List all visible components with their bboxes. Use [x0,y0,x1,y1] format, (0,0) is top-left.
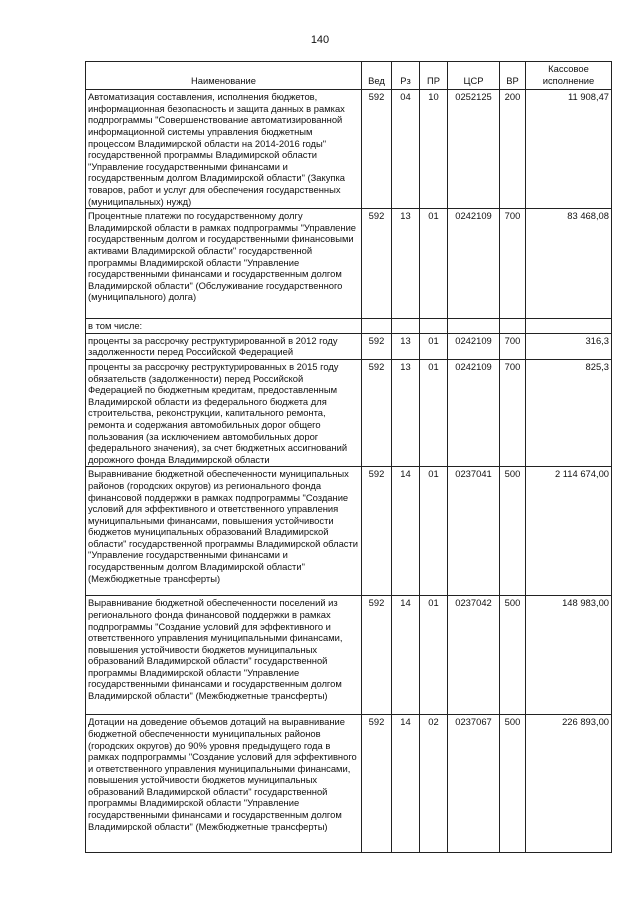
row-rz: 13 [392,209,420,319]
row-csr: 0237067 [448,715,500,853]
table-row [86,209,612,319]
row-amount: 83 468,08 [526,209,612,319]
row-csr: 0237042 [448,596,500,715]
row-rz: 13 [392,359,420,466]
row-name: в том числе: [86,319,362,334]
row-vr: 500 [500,596,526,715]
row-vr: 700 [500,333,526,359]
header-vr: ВР [500,62,526,90]
header-amount: Кассовое исполнение [526,62,612,90]
row-pr: 01 [420,209,448,319]
row-rz: 14 [392,715,420,853]
row-vr: 700 [500,209,526,319]
row-amount: 316,3 [526,333,612,359]
row-vr: 500 [500,715,526,853]
row-name: Выравнивание бюджетной обеспеченности поселений из регионального фонда финансовой поддержки в рамках подпрограммы "Создание условий для эффективного и ответственного управления муниципальными финансами, повышения устойчивости бюджетов муниципальных образований Владимирской области" государственной программы Владимирской области "Управление государственными финансами и государственным долгом Владимирской области" (Межбюджетные трансферты) [86,596,362,715]
row-ved [362,319,392,334]
row-amount: 226 893,00 [526,715,612,853]
table-row [86,715,612,853]
row-rz: 14 [392,467,420,596]
header-csr: ЦСР [448,62,500,90]
row-amount: 2 114 674,00 [526,467,612,596]
header-name: Наименование [86,62,362,90]
row-csr: 0242109 [448,209,500,319]
row-csr [448,319,500,334]
table-header-row [86,62,612,90]
table-row [86,359,612,466]
table-row [86,319,612,334]
row-pr: 01 [420,467,448,596]
table-row [86,90,612,209]
row-rz: 14 [392,596,420,715]
row-pr [420,319,448,334]
row-pr: 01 [420,596,448,715]
row-ved: 592 [362,359,392,466]
header-rz: Рз [392,62,420,90]
header-pr: ПР [420,62,448,90]
row-name: Автоматизация составления, исполнения бюджетов, информационная безопасность и защита данных в рамках подпрограммы "Совершенствование автоматизированной информационной системы управления бюджетным процессом Владимирской области на 2014-2016 годы" государственной программы Владимирской области "Управление государственными финансами и государственным долгом Владимирской области" (Закупка товаров, работ и услуг для обеспечения государственных (муниципальных) нужд) [86,90,362,209]
row-name: Процентные платежи по государственному долгу Владимирской области в рамках подпрограммы "Управление государственным долгом и государственными финансовыми активами Владимирской области" государственной программы Владимирской области "Управление государственными финансами и государственным долгом Владимирской области" (Обслуживание государственного (муниципального) долга) [86,209,362,319]
row-ved: 592 [362,333,392,359]
row-csr: 0237041 [448,467,500,596]
row-pr: 01 [420,333,448,359]
row-amount: 148 983,00 [526,596,612,715]
row-name: Выравнивание бюджетной обеспеченности муниципальных районов (городских округов) из регионального фонда финансовой поддержки в рамках подпрограммы "Создание условий для эффективного и ответственного управления муниципальными финансами, повышения устойчивости бюджетов муниципальных образований Владимирской области" государственной программы Владимирской области "Управление государственными финансами и государственным долгом Владимирской области" (Межбюджетные трансферты) [86,467,362,596]
row-ved: 592 [362,715,392,853]
row-name: Дотации на доведение объемов дотаций на выравнивание бюджетной обеспеченности муниципальных районов (городских округов) до 90% уровня предыдущего года в рамках подпрограммы "Создание условий для эффективного и ответственного управления муниципальными финансами, повышения устойчивости бюджетов муниципальных образований Владимирской области" государственной программы Владимирской области "Управление государственными финансами и государственным долгом Владимирской области" (Межбюджетные трансферты) [86,715,362,853]
row-rz: 13 [392,333,420,359]
row-rz [392,319,420,334]
row-csr: 0242109 [448,333,500,359]
row-amount: 825,3 [526,359,612,466]
row-amount [526,319,612,334]
row-amount: 11 908,47 [526,90,612,209]
row-ved: 592 [362,596,392,715]
row-name: проценты за рассрочку реструктурированных в 2015 году обязательств (задолженности) перед Российской Федерацией по бюджетным кредитам, предоставленным Владимирской области из федерального бюджета для строительства, реконструкции, капитального ремонта, ремонта и содержания автомобильных дорог общего пользования (за исключением автомобильных дорог федерального значения), за счет бюджетных ассигнований дорожного фонда Владимирской области [86,359,362,466]
table-row [86,596,612,715]
budget-table [85,61,612,853]
row-ved: 592 [362,467,392,596]
row-vr: 700 [500,359,526,466]
row-vr: 500 [500,467,526,596]
row-name: проценты за рассрочку реструктурированной в 2012 году задолженности перед Российской Федерацией [86,333,362,359]
row-csr: 0242109 [448,359,500,466]
row-pr: 01 [420,359,448,466]
row-csr: 0252125 [448,90,500,209]
row-ved: 592 [362,209,392,319]
table-row [86,333,612,359]
table-row [86,467,612,596]
row-pr: 02 [420,715,448,853]
header-ved: Вед [362,62,392,90]
row-ved: 592 [362,90,392,209]
row-vr: 200 [500,90,526,209]
row-pr: 10 [420,90,448,209]
row-rz: 04 [392,90,420,209]
page-number: 140 [310,34,330,46]
row-vr [500,319,526,334]
